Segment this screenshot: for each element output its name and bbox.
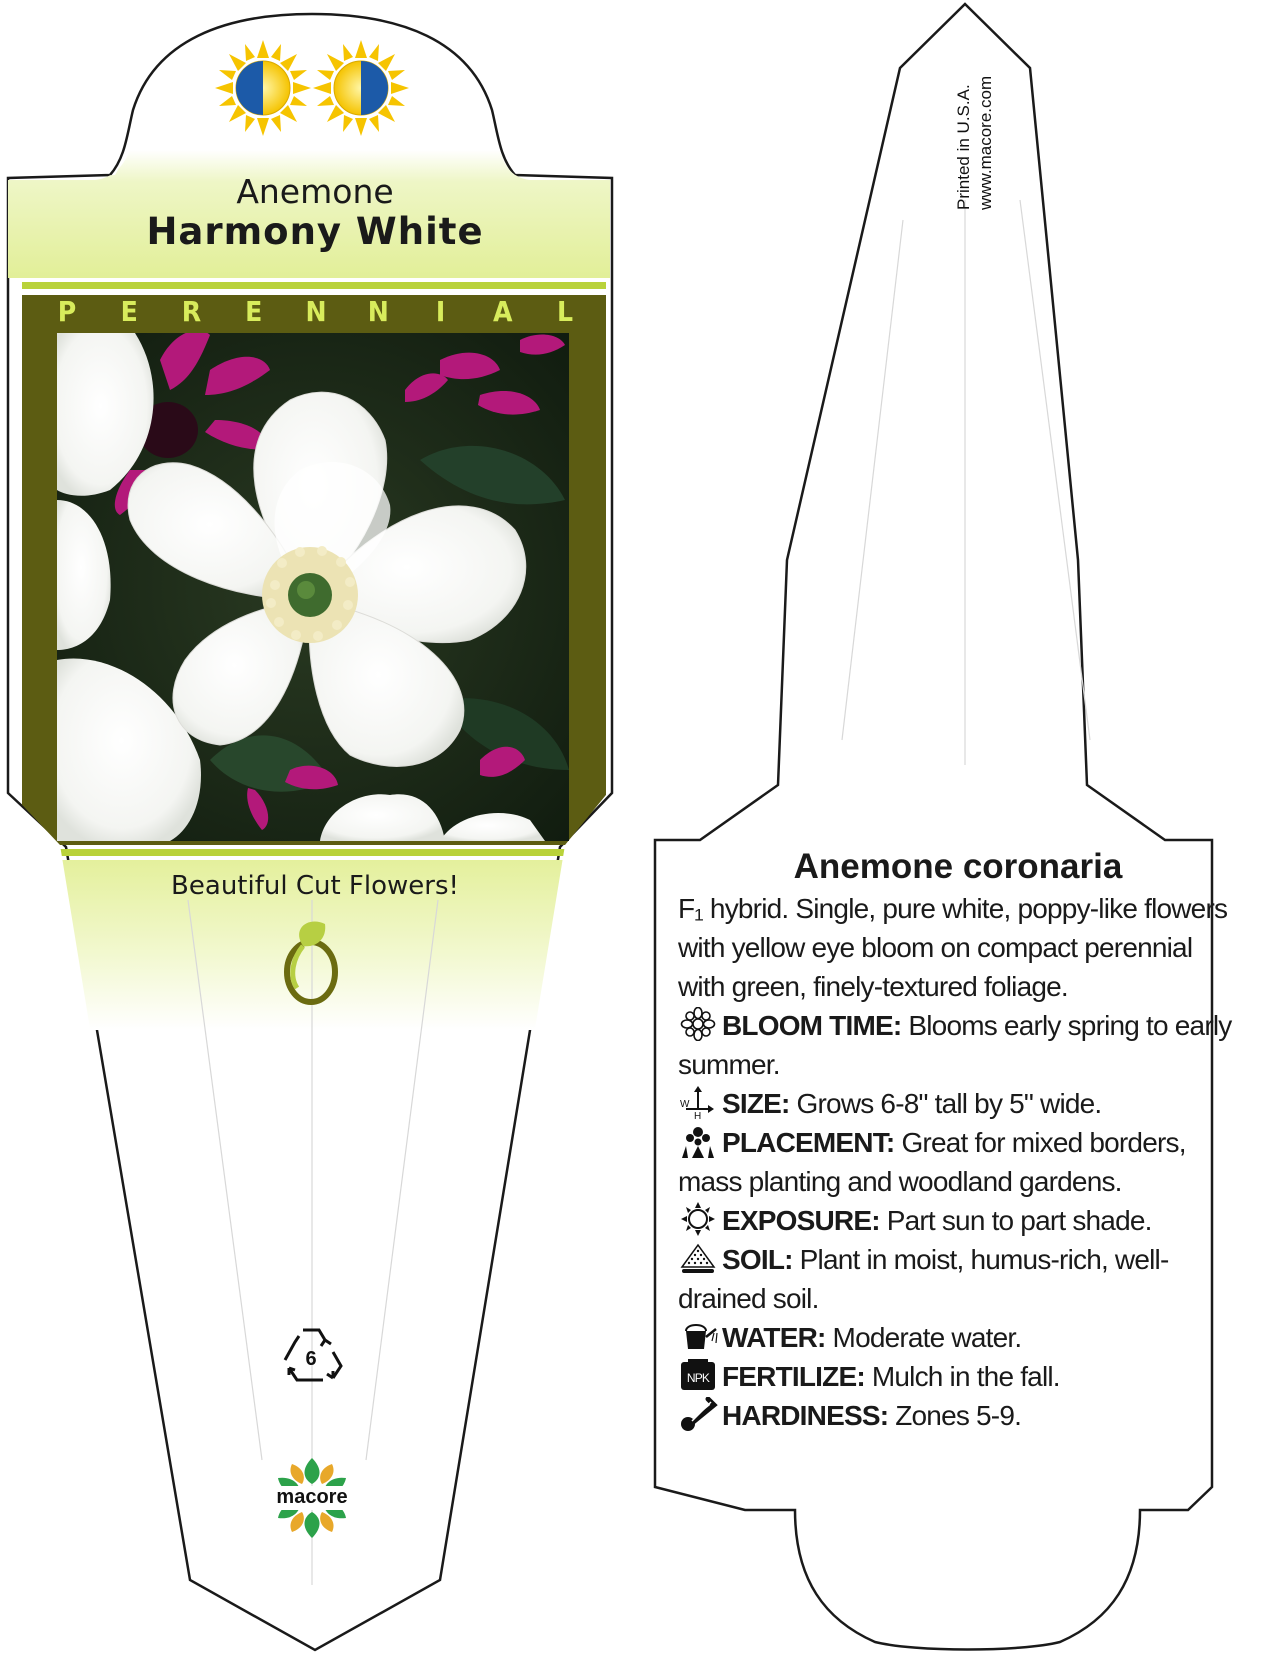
category-letter: E (120, 295, 138, 328)
attribute-value: Grows 6-8" tall by 5" wide. (796, 1088, 1102, 1119)
attribute-label: FERTILIZE: (722, 1361, 865, 1392)
attribute-value: Part sun to part shade. (886, 1205, 1152, 1236)
attribute-label: WATER: (722, 1322, 826, 1353)
attribute-list (678, 1006, 1238, 1435)
category-letter: I (435, 295, 446, 328)
printed-in: Printed in U.S.A. (954, 84, 973, 210)
attribute-label: SOIL: (722, 1244, 793, 1275)
tagline: Beautiful Cut Flowers! (171, 871, 459, 901)
attribute-water (678, 1318, 1238, 1357)
partial-sun-icon (215, 40, 311, 136)
description: F₁ hybrid. Single, pure white, poppy-like flowers with yellow eye bloom on compact perennial with green, finely-textured foliage. (678, 893, 1228, 1002)
attribute-soil (678, 1240, 1238, 1318)
website: www.macore.com (976, 75, 995, 210)
attribute-value: Blooms early spring to early summer. (678, 1010, 1232, 1080)
soil-pile-icon (678, 1241, 718, 1275)
svg-text:W: W (680, 1099, 689, 1110)
category-letter: A (493, 295, 513, 328)
placement-plants-icon (678, 1124, 718, 1158)
watering-can-icon (678, 1319, 718, 1353)
category-letter: L (556, 295, 574, 328)
svg-text:H: H (694, 1111, 701, 1119)
species-name: Anemone coronaria (793, 847, 1123, 886)
care-info (678, 845, 1238, 1435)
npk-fertilizer-icon (678, 1358, 718, 1392)
brand-name: macore (276, 1486, 348, 1508)
bloom-flower-icon (678, 1007, 718, 1041)
flower-photo (57, 330, 569, 841)
attribute-label: EXPOSURE: (722, 1205, 880, 1236)
category-letter: N (367, 295, 389, 328)
attribute-label: PLACEMENT: (722, 1127, 895, 1158)
attribute-placement (678, 1123, 1238, 1201)
printed-info (953, 54, 997, 210)
thermometer-icon (678, 1397, 718, 1431)
attribute-value: Great for mixed borders, mass planting and woodland gardens. (678, 1127, 1186, 1197)
sun-exposure-icon (678, 1202, 718, 1236)
svg-text:NPK: NPK (686, 1371, 710, 1385)
attribute-exposure (678, 1201, 1238, 1240)
attribute-value: Moderate water. (832, 1322, 1022, 1353)
attribute-label: BLOOM TIME: (722, 1010, 902, 1041)
attribute-fertilize (678, 1357, 1238, 1396)
category-letter: P (57, 295, 77, 328)
category-letter: E (245, 295, 263, 328)
attribute-bloom-time (678, 1006, 1238, 1084)
attribute-value: Plant in moist, humus-rich, well-drained soil. (678, 1244, 1169, 1314)
size-arrows-icon (678, 1085, 718, 1119)
recycle-code: 6 (305, 1348, 317, 1370)
plant-variety: Harmony White (146, 210, 484, 253)
attribute-label: SIZE: (722, 1088, 790, 1119)
category-letter: R (181, 295, 202, 328)
attribute-value: Zones 5-9. (895, 1400, 1022, 1431)
attribute-hardiness (678, 1396, 1238, 1435)
category-label (56, 295, 576, 331)
attribute-size (678, 1084, 1238, 1123)
category-letter: N (305, 295, 327, 328)
attribute-value: Mulch in the fall. (871, 1361, 1060, 1392)
attribute-label: HARDINESS: (722, 1400, 889, 1431)
partial-sun-icon (313, 40, 409, 136)
plant-genus: Anemone (236, 172, 394, 211)
